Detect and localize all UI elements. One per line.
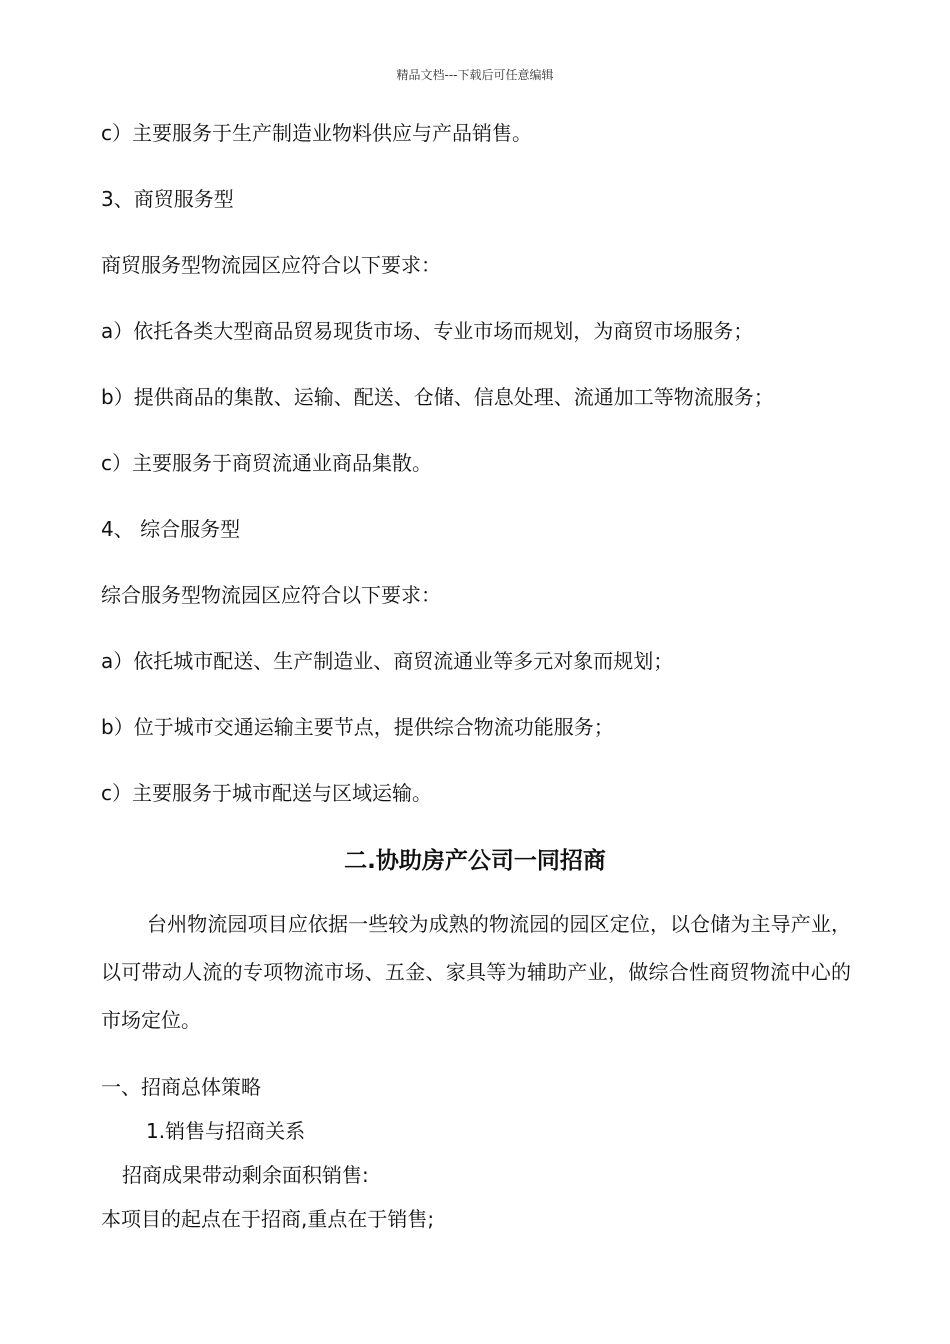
text-line: c）主要服务于生产制造业物料供应与产品销售。 [101,121,532,145]
text-line: 4、 综合服务型 [101,517,241,541]
section-title: 二.协助房产公司一同招商 [344,848,606,874]
text-line: a）依托城市配送、生产制造业、商贸流通业等多元对象而规划； [101,649,674,673]
text-line: 商贸服务型物流园区应符合以下要求： [101,253,441,277]
text-line: 综合服务型物流园区应符合以下要求： [101,583,441,607]
text-line: c）主要服务于城市配送与区域运输。 [101,781,432,805]
numbered-item: 1.销售与招商关系 [146,1119,306,1143]
text-line: c）主要服务于商贸流通业商品集散。 [101,451,432,475]
text-line: 本项目的起点在于招商,重点在于销售; [101,1207,435,1231]
text-line: 3、商贸服务型 [101,187,234,211]
text-line: a）依托各类大型商品贸易现货市场、专业市场而规划，为商贸市场服务； [101,319,754,343]
sub-text: 招商成果带动剩余面积销售: [122,1163,369,1187]
text-line: b）提供商品的集散、运输、配送、仓储、信息处理、流通加工等物流服务； [101,385,774,409]
text-line: b）位于城市交通运输主要节点，提供综合物流功能服务； [101,715,614,739]
body-paragraph: 台州物流园项目应依据一些较为成熟的物流园的园区定位，以仓储为主导产业，以可带动人流的专项物流市场、五金、家具等为辅助产业，做综合性商贸物流中心的市场定位。 [101,912,851,1032]
page-header: 精品文档---下载后可任意编辑 [396,68,554,82]
subheading: 一、招商总体策略 [101,1075,261,1099]
